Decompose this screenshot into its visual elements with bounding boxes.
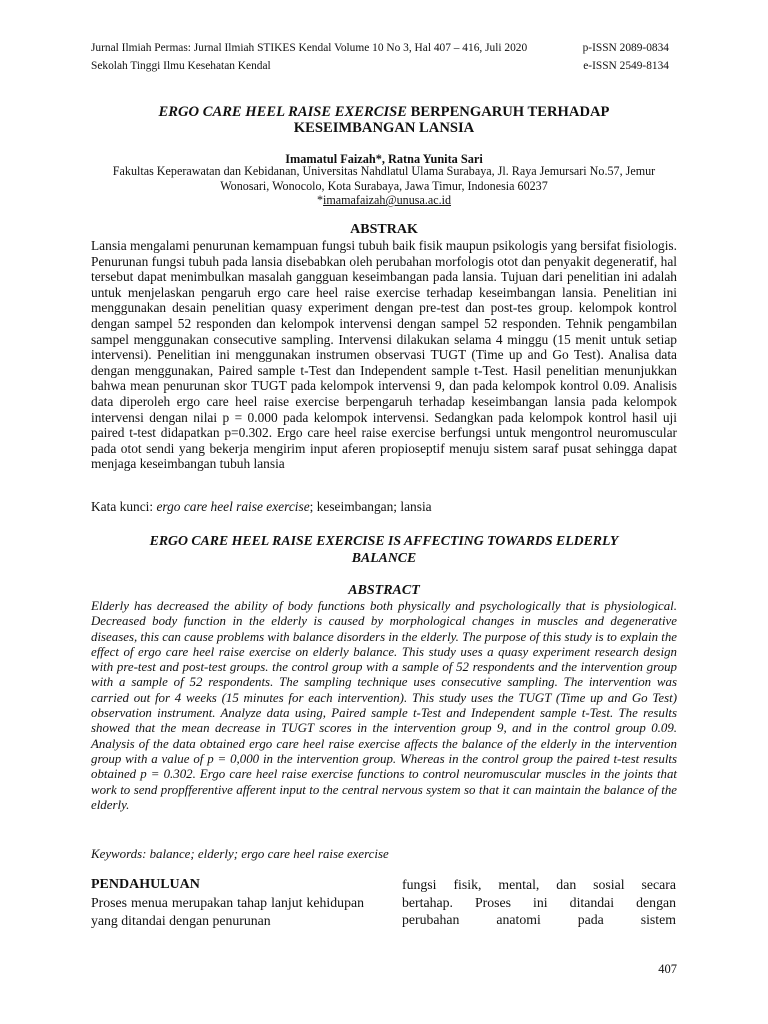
paper-title-id (90, 104, 678, 136)
e-issn: e-ISSN 2549-8134 (583, 60, 669, 72)
title-line-1 (90, 104, 678, 120)
kata-kunci-label: Kata kunci: (91, 499, 157, 514)
right-col-line-3: perubahan anatomi pada sistem (402, 912, 676, 928)
affiliation-line-2: Wonosari, Wonocolo, Kota Surabaya, Jawa Timur, Indonesia 60237 (220, 178, 548, 193)
abstract-heading: ABSTRACT (348, 583, 420, 598)
p-issn: p-ISSN 2089-0834 (582, 42, 669, 54)
affiliation-line-1: Fakultas Keperawatan dan Kebidanan, Universitas Nahdlatul Ulama Surabaya, Jl. Raya Jemursari No.57, Jemur (112, 164, 656, 178)
author-email-line (90, 193, 678, 208)
pendahuluan-heading: PENDAHULUAN (91, 877, 200, 892)
authors: Imamatul Faizah*, Ratna Yunita Sari (285, 152, 483, 166)
title-italic-part: ERGO CARE HEEL RAISE EXERCISE (158, 104, 407, 120)
kata-kunci-rest: ; keseimbangan; lansia (309, 499, 432, 514)
title-rest: BERPENGARUH TERHADAP (407, 104, 610, 120)
affiliation (90, 164, 678, 208)
abstract-body: Elderly has decreased the ability of body functions both physically and psychologically that is physiological. Decreased body function in the elderly is caused by morphological changes in muscles and degenerative diseases, this can cause problems with balance disorders in the elderly. The purpose of this study is to explain the effect of ergo care heel raise exercise on elderly balance. This study uses a quasy experiment research design with pre-test and post-test groups. the control group with a sample of 52 respondents and the intervention group with a sample of 52 respondents. The sampling technique uses consecutive sampling. The intervention was carried out for 4 weeks (15 minutes for each intervention). This study uses the TUGT (Time up and Go Test) observation instrument. Analyze data using, Paired sample t-Test and Independent sample t-Test. The results showed that the mean decrease in TUGT scores in the intervention group 9, and in the control group 0.09. Analysis of the data obtained ergo care heel raise exercise affects the balance of the elderly in the intervention group with a value of p = 0,000 in the intervention group. Whereas in the control group the paired t-test results obtained p = 0.302. Ergo care heel raise exercise functions to control neuromuscular muscles in the joints that work to send propfferentive afferent input to the central nervous system so that it can maintain the balance of the elderly. (91, 599, 677, 812)
pendahuluan-right-column (402, 876, 676, 929)
title-en-line-2: BALANCE (351, 550, 417, 565)
right-col-line-1: fungsi fisik, mental, dan sosial secara (402, 877, 676, 892)
abstrak-heading: ABSTRAK (350, 222, 418, 237)
email-asterisk: * (316, 193, 324, 207)
journal-citation: Jurnal Ilmiah Permas: Jurnal Ilmiah STIKES Kendal Volume 10 No 3, Hal 407 – 416, Juli 2020 (91, 42, 528, 54)
right-col-line-2: bertahap. Proses ini ditandai dengan (402, 894, 676, 910)
pendahuluan-left-column: Proses menua merupakan tahap lanjut kehidupan yang ditandai dengan penurunan (91, 895, 364, 928)
kata-kunci-italic: ergo care heel raise exercise (156, 499, 310, 514)
paper-title-en (90, 532, 678, 566)
page-number: 407 (658, 962, 677, 976)
title-en-line-1: ERGO CARE HEEL RAISE EXERCISE IS AFFECTING TOWARDS ELDERLY (149, 533, 619, 548)
author-email-link[interactable]: imamafaizah@unusa.ac.id (323, 193, 452, 207)
abstrak-body: Lansia mengalami penurunan kemampuan fungsi tubuh baik fisik maupun psikologis yang bersifat fisiologis. Penurunan fungsi tubuh pada lansia disebabkan oleh perubahan morfologis otot dan penyakit degeneratif, hal tersebut dapat menimbulkan masalah gangguan keseimbangan pada lansia. Tujuan dari penelitian ini adalah untuk menjelaskan pengaruh ergo care heel raise exercise terhadap keseimbangan lansia. Penelitian ini menggunakan desain penelitian quasy experiment dengan pre-test dan post-tes group. kelompok kontrol dengan sampel 52 responden dan kelompok intervensi dengan sampel 52 responden. Tehnik pengambilan sampel menggunakan consecutive sampling. Intervensi dilakukan selama 4 minggu (15 menit untuk setiap intervensi). Penelitian ini menggunakan instrumen observasi TUGT (Time up and Go Test). Analisa data dengan menggunakan, Paired sample t-Test dan Independent sample t-Test. Hasil penelitian menunjukkan bahwa mean penurunan skor TUGT pada kelompok intervensi 9, dan pada kelompok kontrol 0.09. Analisis data diperoleh ergo care heel raise exercise berpengaruh terhadap keseimbangan lansia pada kelompok intervensi dengan nilai p = 0.000 pada kelompok intervensi. Sedangkan pada kelompok kontrol hasil uji paired t-test didapatkan p=0.302. Ergo care heel raise exercise berfungsi untuk mengontrol neuromuscular pada otot sendi yang bekerja mengirim input aferen propioseptif menuju sistem saraf pusat sehingga dapat menjaga keseimbangan tubuh lansia (91, 238, 677, 472)
kata-kunci (91, 499, 432, 515)
institution-name: Sekolah Tinggi Ilmu Kesehatan Kendal (91, 60, 271, 72)
title-line-2: KESEIMBANGAN LANSIA (293, 120, 475, 136)
keywords-en: Keywords: balance; elderly; ergo care heel raise exercise (91, 847, 389, 861)
